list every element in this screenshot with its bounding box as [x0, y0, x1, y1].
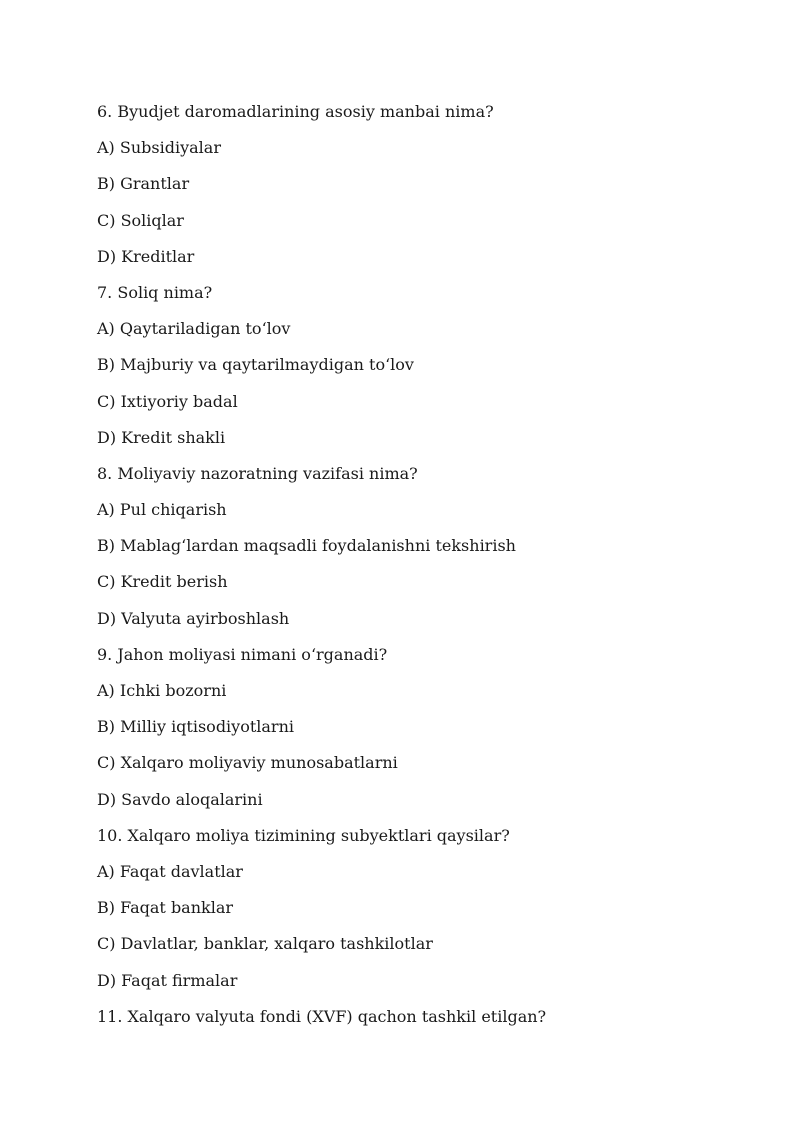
question-6-text: 6. Byudjet daromadlarining asosiy manbai nima? — [97, 102, 494, 121]
question-7-option-d: D) Kredit shakli — [97, 427, 226, 447]
question-10-option-b: B) Faqat banklar — [97, 898, 234, 918]
question-10-option-d: D) Faqat firmalar — [97, 970, 238, 990]
question-7-option-b: B) Majburiy va qaytarilmaydigan to‘lov — [97, 355, 414, 375]
question-10-option-a: A) Faqat davlatlar — [97, 861, 243, 881]
question-9-text: 9. Jahon moliyasi nimani o‘rganadi? — [97, 644, 388, 664]
question-7-text: 7. Soliq nima? — [97, 282, 213, 302]
question-8-text: 8. Moliyaviy nazoratning vazifasi nima? — [97, 463, 418, 483]
question-8-option-b: B) Mablag‘lardan maqsadli foydalanishni tekshirish — [97, 536, 516, 556]
question-9-option-a: A) Ichki bozorni — [97, 681, 227, 700]
question-8-option-d: D) Valyuta ayirboshlash — [97, 608, 290, 628]
question-list — [97, 94, 757, 1035]
question-9-option-c: C) Xalqaro moliyaviy munosabatlarni — [97, 753, 398, 773]
question-6-option-b: B) Grantlar — [97, 174, 190, 194]
question-9-option-b: B) Milliy iqtisodiyotlarni — [97, 717, 294, 737]
question-6-option-c: C) Soliqlar — [97, 210, 184, 230]
question-11-text: 11. Xalqaro valyuta fondi (XVF) qachon tashkil etilgan? — [97, 1006, 547, 1026]
question-9-option-d: D) Savdo aloqalarini — [97, 789, 263, 809]
question-8-option-a: A) Pul chiqarish — [97, 500, 227, 520]
question-7-option-c: C) Ixtiyoriy badal — [97, 391, 238, 411]
question-8-option-c: C) Kredit berish — [97, 572, 228, 592]
question-10-text: 10. Xalqaro moliya tizimining subyektlari qaysilar? — [97, 825, 510, 845]
question-6-option-d: D) Kreditlar — [97, 246, 195, 266]
question-7-option-a: A) Qaytariladigan to‘lov — [97, 319, 291, 339]
question-6-option-a: A) Subsidiyalar — [97, 138, 221, 158]
question-10-option-c: C) Davlatlar, banklar, xalqaro tashkilotlar — [97, 934, 433, 954]
